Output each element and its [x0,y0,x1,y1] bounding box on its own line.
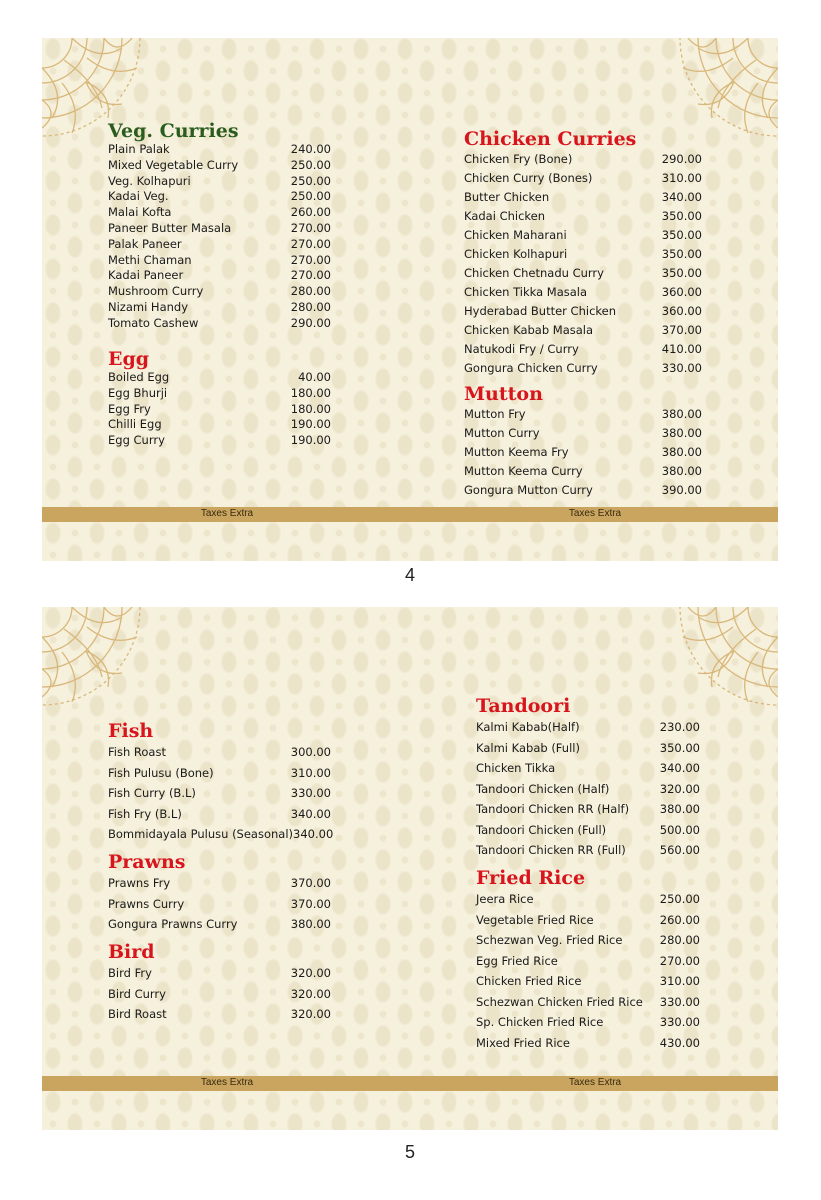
section-title: Fish [108,720,154,742]
mandala-ornament-icon [42,607,160,725]
menu-item-price: 290.00 [661,152,702,166]
menu-item [464,443,702,462]
menu-item [476,779,700,800]
menu-item-price: 370.00 [290,876,331,890]
menu-item [476,910,700,931]
menu-item-name: Nizami Handy [108,299,189,314]
menu-item [108,284,331,300]
menu-item-price: 310.00 [290,765,331,780]
section-mutton [464,383,702,500]
section-title: Veg. Curries [108,120,239,142]
section-tandoori [476,695,700,861]
menu-item-price: 360.00 [661,285,702,299]
menu-item-price: 180.00 [290,401,331,416]
page-number: 5 [404,1142,415,1162]
menu-item-name: Mushroom Curry [108,284,204,299]
menu-item-name: Gongura Prawns Curry [108,917,238,931]
section-chicken-curries [464,128,702,378]
menu-item [476,889,700,910]
menu-item [108,963,331,984]
menu-item-price: 320.00 [290,1007,331,1021]
menu-item [108,386,331,402]
menu-item-price: 190.00 [290,417,331,432]
menu-item-price: 500.00 [659,822,700,837]
menu-item [108,914,331,935]
menu-item-price: 370.00 [290,896,331,911]
menu-item [476,971,700,992]
menu-item-name: Chilli Egg [108,417,162,432]
menu-item [108,824,334,845]
menu-item-price: 330.00 [661,361,702,375]
menu-item [464,169,702,188]
menu-page-4 [42,38,778,561]
menu-item [108,1004,331,1025]
menu-item-price: 270.00 [290,268,331,283]
section-veg-curries [108,120,331,332]
menu-item-price: 250.00 [659,892,700,906]
menu-item-name: Schezwan Chicken Fried Rice [476,994,643,1009]
menu-item [476,840,700,861]
menu-item-name: Plain Palak [108,142,170,156]
menu-item-price: 40.00 [298,370,331,384]
section-fish [108,720,334,845]
menu-item [464,188,702,207]
taxes-note: Taxes Extra [568,1077,622,1088]
menu-item [464,264,702,283]
menu-item-name: Tomato Cashew [108,315,199,330]
menu-item-name: Tandoori Chicken RR (Half) [476,802,630,816]
menu-item [476,820,700,841]
menu-item [464,340,702,359]
menu-item [476,951,700,972]
menu-item-name: Chicken Kolhapuri [464,247,568,261]
menu-item-name: Schezwan Veg. Fried Rice [476,933,623,947]
menu-item-name: Kalmi Kabab(Half) [476,720,580,734]
menu-page-5 [42,607,778,1130]
menu-item [108,158,331,174]
menu-item-price: 280.00 [290,299,331,314]
menu-item [108,873,331,894]
menu-item-name: Chicken Fried Rice [476,974,582,988]
menu-item-price: 330.00 [290,786,331,800]
menu-item-price: 270.00 [290,220,331,235]
menu-item-price: 380.00 [661,407,702,421]
menu-item [108,189,331,205]
section-title: Bird [108,941,155,963]
menu-item-name: Egg Bhurji [108,385,168,400]
menu-item-price: 300.00 [290,745,331,759]
menu-item-name: Boiled Egg [108,370,170,384]
menu-item-price: 350.00 [661,228,702,242]
menu-item [464,405,702,424]
menu-item-price: 250.00 [290,157,331,172]
menu-item [464,481,702,500]
menu-item [464,321,702,340]
section-title: Fried Rice [476,867,586,889]
menu-item [476,717,700,738]
menu-item-price: 270.00 [290,236,331,251]
menu-item-name: Mixed Vegetable Curry [108,157,239,172]
menu-item-price: 380.00 [661,445,702,459]
menu-item-name: Egg Fried Rice [476,953,558,968]
menu-item [108,402,331,418]
menu-item [476,738,700,759]
menu-item-price: 330.00 [659,994,700,1009]
section-title: Chicken Curries [464,128,637,150]
menu-item-name: Kadai Veg. [108,189,169,204]
menu-item-name: Malai Kofta [108,205,172,220]
menu-item-name: Chicken Chetnadu Curry [464,266,604,280]
menu-item [108,174,331,190]
menu-item [108,221,331,237]
menu-item-name: Bird Roast [108,1007,167,1021]
menu-item-name: Vegetable Fried Rice [476,912,594,927]
menu-item-name: Kalmi Kabab (Full) [476,740,580,755]
menu-item-price: 320.00 [290,986,331,1001]
menu-item-name: Bommidayala Pulusu (Seasonal) [108,827,294,841]
menu-item-price: 310.00 [659,974,700,988]
menu-item-name: Tandoori Chicken RR (Full) [476,843,626,857]
menu-item-name: Chicken Kabab Masala [464,323,594,337]
menu-item-price: 380.00 [659,802,700,816]
menu-item-price: 350.00 [661,247,702,261]
menu-item-name: Butter Chicken [464,190,550,204]
menu-item [464,207,702,226]
menu-item [108,237,331,253]
menu-item-price: 320.00 [290,966,331,980]
menu-item [476,992,700,1013]
menu-item-name: Veg. Kolhapuri [108,173,191,188]
menu-item [464,150,702,169]
menu-item-name: Palak Paneer [108,236,182,251]
section-egg [108,348,331,449]
menu-item-price: 280.00 [290,284,331,299]
menu-item-name: Fish Fry (B.L) [108,806,182,821]
menu-item-name: Prawns Curry [108,896,185,911]
menu-item-name: Fish Curry (B.L) [108,786,196,800]
menu-item [108,433,331,449]
section-bird [108,941,331,1025]
menu-item [108,984,331,1005]
menu-item [476,930,700,951]
taxes-note: Taxes Extra [200,508,254,519]
section-title: Mutton [464,383,543,405]
menu-item-name: Gongura Chicken Curry [464,361,598,375]
menu-item-name: Tandoori Chicken (Half) [476,781,610,796]
menu-item [476,1033,700,1054]
menu-item-price: 310.00 [661,171,702,185]
menu-item-name: Bird Fry [108,966,152,980]
menu-item-price: 190.00 [290,433,331,448]
section-title: Egg [108,348,150,370]
menu-item-name: Prawns Fry [108,876,171,890]
menu-item-price: 280.00 [659,933,700,947]
footer-band [42,507,778,522]
menu-item-name: Paneer Butter Masala [108,220,232,235]
menu-item-price: 370.00 [661,323,702,337]
page-number: 4 [404,565,415,585]
menu-item-price: 290.00 [290,315,331,330]
menu-item [108,804,331,825]
menu-item-name: Methi Chaman [108,252,192,267]
menu-item [108,268,331,284]
menu-item-name: Chicken Tikka Masala [464,285,588,299]
menu-item-price: 240.00 [290,142,331,156]
menu-item-name: Mutton Curry [464,426,540,440]
menu-item-price: 180.00 [290,385,331,400]
menu-item-price: 560.00 [659,843,700,857]
menu-item [464,359,702,378]
menu-item-price: 360.00 [661,304,702,318]
menu-item-name: Natukodi Fry / Curry [464,342,579,356]
menu-item [108,316,331,332]
menu-item [476,1012,700,1033]
menu-item [464,226,702,245]
menu-item-name: Kadai Paneer [108,268,184,283]
menu-item-price: 430.00 [659,1035,700,1050]
menu-item-price: 270.00 [659,953,700,968]
menu-item-price: 340.00 [659,761,700,775]
menu-item-price: 380.00 [290,917,331,931]
menu-item [476,799,700,820]
section-prawns [108,851,331,935]
menu-item-price: 380.00 [661,426,702,440]
menu-item-name: Fish Roast [108,745,166,759]
menu-item [108,300,331,316]
menu-item-name: Mutton Keema Fry [464,445,569,459]
menu-item-price: 250.00 [290,189,331,204]
menu-item-name: Sp. Chicken Fried Rice [476,1015,604,1029]
menu-item-price: 260.00 [290,205,331,220]
menu-item-price: 340.00 [293,827,334,841]
menu-item-price: 350.00 [661,209,702,223]
menu-item-name: Mutton Keema Curry [464,464,583,478]
menu-item [108,142,331,158]
menu-item-price: 230.00 [659,720,700,734]
menu-item-name: Egg Fry [108,401,151,416]
menu-item [464,424,702,443]
menu-item-price: 380.00 [661,464,702,478]
menu-item-price: 270.00 [290,252,331,267]
menu-item-price: 340.00 [661,190,702,204]
menu-item-price: 410.00 [661,342,702,356]
menu-item-price: 250.00 [290,173,331,188]
menu-item [108,205,331,221]
taxes-note: Taxes Extra [200,1077,254,1088]
menu-item [108,783,331,804]
menu-item-name: Chicken Curry (Bones) [464,171,593,185]
menu-item-price: 390.00 [661,483,702,497]
menu-item-name: Gongura Mutton Curry [464,483,593,497]
section-title: Prawns [108,851,186,873]
menu-item-name: Hyderabad Butter Chicken [464,304,617,318]
menu-item [108,370,331,386]
section-fried-rice [476,867,700,1053]
menu-item [108,417,331,433]
menu-item [108,253,331,269]
menu-item [108,894,331,915]
menu-item-name: Kadai Chicken [464,209,546,223]
menu-item-name: Chicken Maharani [464,228,567,242]
menu-item-name: Chicken Tikka [476,761,556,775]
menu-item-price: 330.00 [659,1015,700,1029]
menu-item-price: 350.00 [661,266,702,280]
menu-item-name: Tandoori Chicken (Full) [476,822,607,837]
menu-item-price: 260.00 [659,912,700,927]
menu-item-price: 320.00 [659,781,700,796]
menu-item-name: Jeera Rice [476,892,534,906]
menu-item [108,742,331,763]
section-title: Tandoori [476,695,571,717]
menu-item-name: Mixed Fried Rice [476,1035,570,1050]
menu-item-price: 340.00 [290,806,331,821]
menu-item-name: Egg Curry [108,433,165,448]
menu-item-name: Mutton Fry [464,407,526,421]
menu-item [464,462,702,481]
menu-item [464,283,702,302]
menu-item [476,758,700,779]
menu-item-name: Bird Curry [108,986,166,1001]
menu-item-name: Chicken Fry (Bone) [464,152,573,166]
menu-item [108,763,331,784]
menu-item-price: 350.00 [659,740,700,755]
menu-item [464,302,702,321]
footer-band [42,1076,778,1091]
taxes-note: Taxes Extra [568,508,622,519]
menu-item [464,245,702,264]
menu-item-name: Fish Pulusu (Bone) [108,765,214,780]
